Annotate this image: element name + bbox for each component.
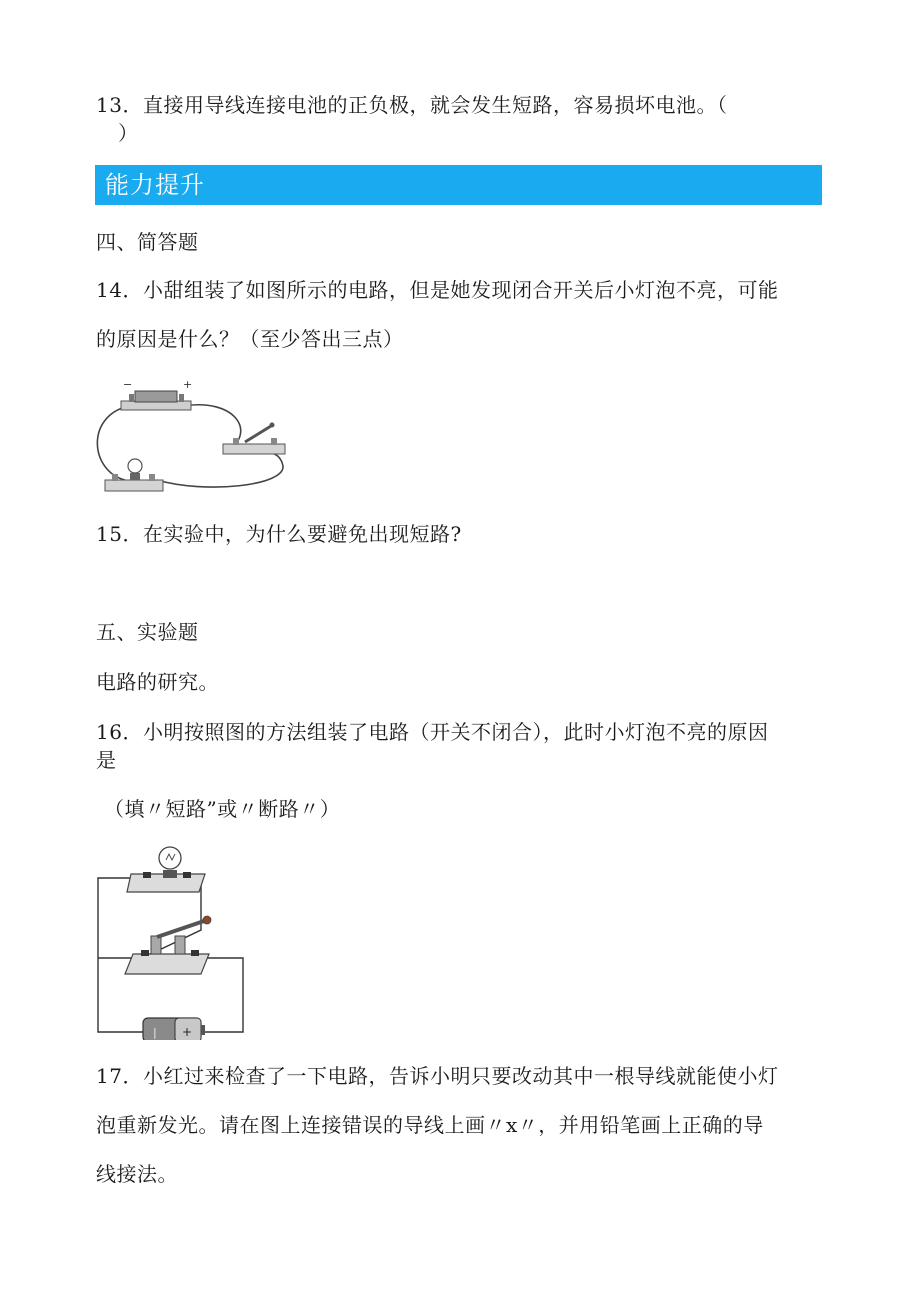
switch-lever-2 <box>157 920 207 937</box>
bulb-base <box>105 480 163 491</box>
bulb-glass-2 <box>159 847 181 869</box>
figure-1-wire-top <box>183 405 241 449</box>
q14-line-1: 14．小甜组装了如图所示的电路，但是她发现闭合开关后小灯泡不亮，可能 <box>96 278 779 302</box>
section-4-title: 四、简答题 <box>96 230 199 254</box>
q17-line-3: 线接法。 <box>96 1162 178 1186</box>
section-5-title: 五、实验题 <box>96 620 199 644</box>
switch-base-2 <box>125 954 209 974</box>
q13-line-1: 13．直接用导线连接电池的正负极，就会发生短路，容易损坏电池。（ <box>96 93 728 117</box>
switch-lever <box>245 426 271 442</box>
battery-minus-mark: | <box>153 1026 157 1039</box>
q16-line-1: 16．小明按照图的方法组装了电路（开关不闭合），此时小灯泡不亮的原因 <box>96 720 769 744</box>
intro-text: 电路的研究。 <box>96 670 219 694</box>
banner-title: 能力提升 <box>105 171 205 199</box>
bulb-glass <box>128 459 142 473</box>
switch-base <box>223 444 285 454</box>
q16-line-2: 是 <box>96 748 117 772</box>
circuit-figure-1 <box>95 376 295 498</box>
figure-2-wire-right <box>203 958 243 1032</box>
circuit-figure-2 <box>95 840 251 1040</box>
figure-1-wire-bottom <box>157 452 283 487</box>
battery-cell <box>135 391 177 402</box>
q17-line-2: 泡重新发光。请在图上连接错误的导线上画〃x〃，并用铅笔画上正确的导 <box>96 1113 764 1137</box>
battery-plus-mark: + <box>182 1025 193 1039</box>
q13-line-2: ） <box>118 121 139 145</box>
q15-text: 15．在实验中，为什么要避免出现短路? <box>96 522 462 546</box>
q16-line-3: （填〃短路”或〃断路〃） <box>104 797 341 821</box>
section-banner <box>95 165 822 205</box>
battery-plus-label: + <box>183 378 193 391</box>
figure-1-wire-left <box>97 406 129 480</box>
battery-minus-label: − <box>123 378 133 391</box>
q14-line-2: 的原因是什么？（至少答出三点） <box>96 327 404 351</box>
q17-line-1: 17．小红过来检查了一下电路，告诉小明只要改动其中一根导线就能使小灯 <box>96 1064 779 1088</box>
